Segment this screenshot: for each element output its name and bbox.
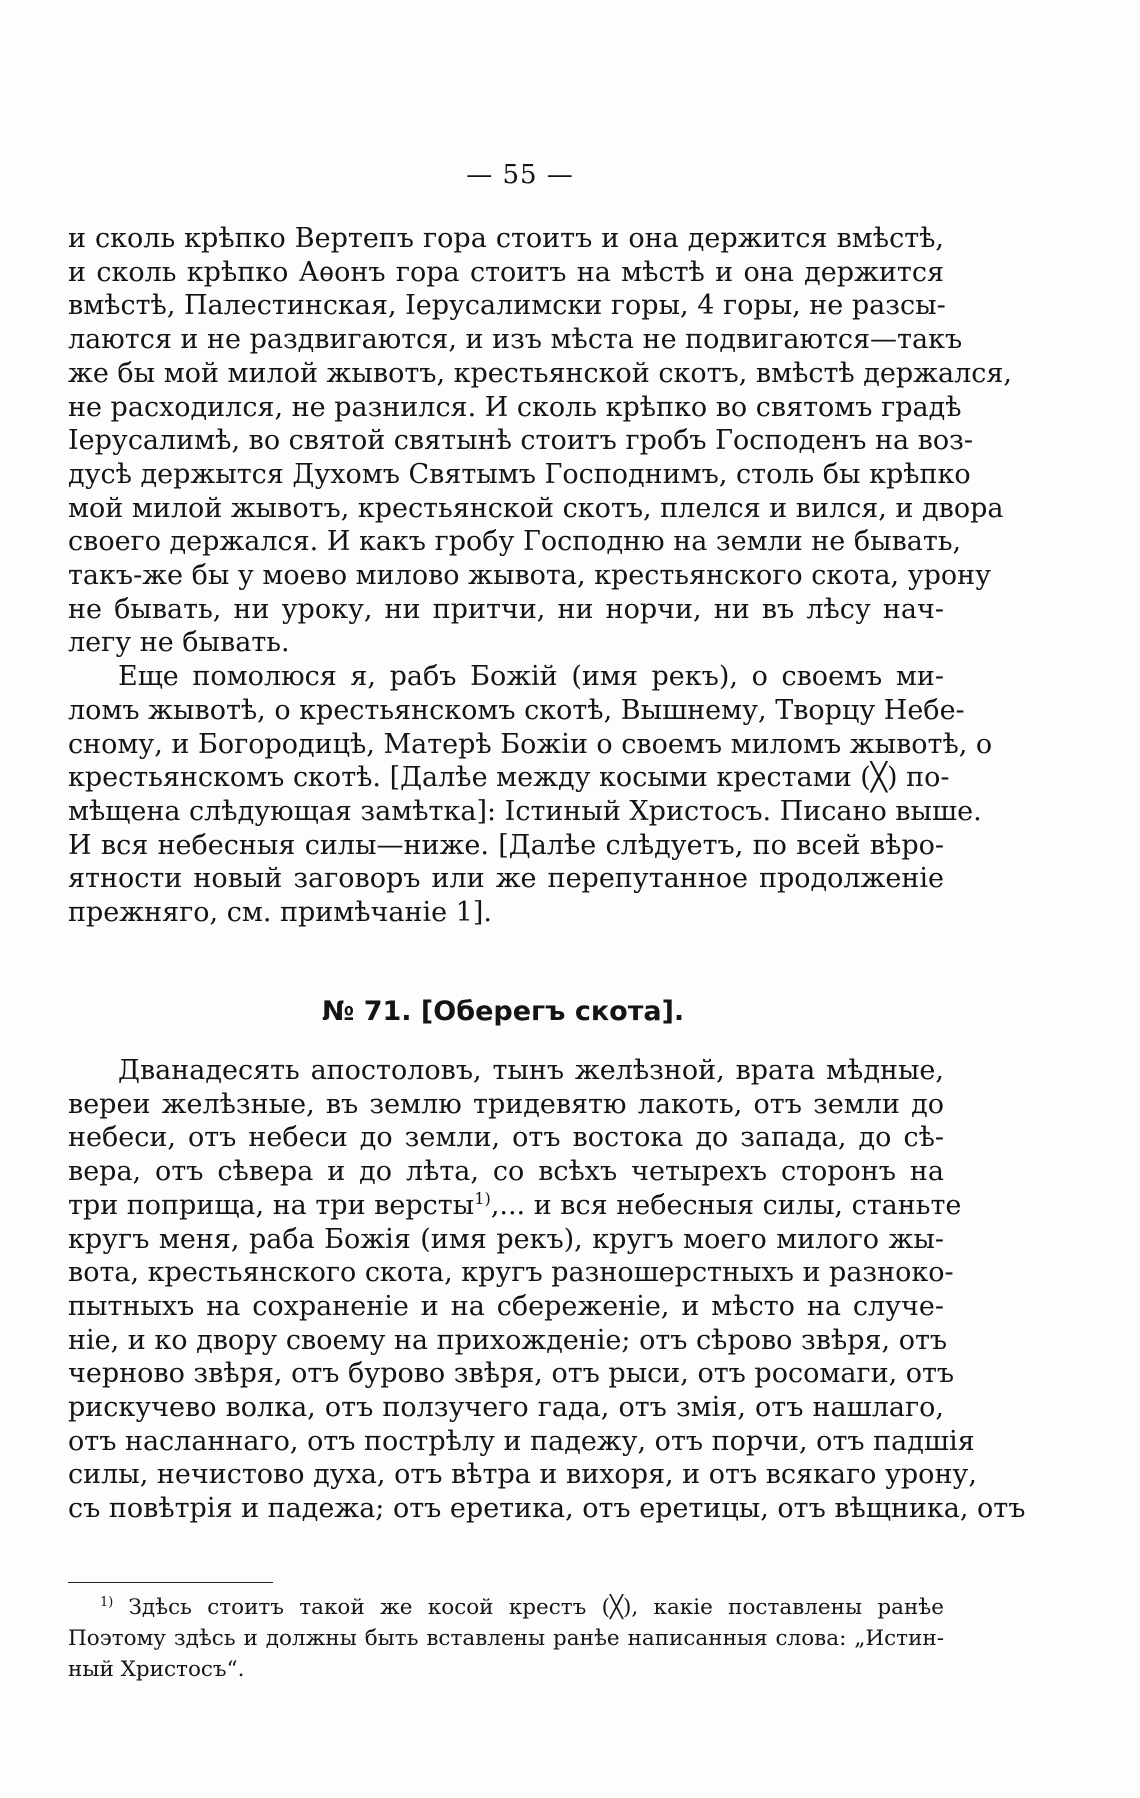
text-line: вмѣстѣ, Палестинская, Іерусалимски горы, 4 горы, не разсы- — [68, 290, 946, 322]
text-line: Еще помолюся я, рабъ Божій (имя рекъ), о своемъ ми- — [118, 661, 944, 693]
text-line: и сколь крѣпко Вертепъ гора стоитъ и она держится вмѣстѣ, — [68, 223, 944, 254]
text-line: лаются и не раздвигаются, и изъ мѣста не подвигаются—такъ — [68, 324, 963, 356]
text-line: черново звѣря, отъ бурово звѣря, отъ рыси, отъ росомаги, отъ — [68, 1358, 955, 1390]
text-line: отъ насланнаго, отъ пострѣлу и падежу, отъ порчи, отъ падшія — [68, 1425, 975, 1457]
text-line: кругъ меня, раба Божія (имя рекъ), кругъ моего милого жы- — [68, 1223, 944, 1255]
text-line: рискучево волка, отъ ползучего гада, отъ змія, отъ нашлаго, — [68, 1392, 944, 1424]
footnote-divider — [68, 1582, 273, 1583]
text-line: небеси, отъ небеси до земли, отъ востока до запада, до сѣ- — [68, 1122, 944, 1154]
text-segment: ,... и вся небесныя силы, станьте — [490, 1189, 962, 1221]
footnote-marker: 1) — [100, 1594, 114, 1610]
text-line: не расходился, не разнился. И сколь крѣпко во святомъ градѣ — [68, 391, 962, 423]
text-block-bottom — [68, 1054, 1026, 1526]
text-line: и сколь крѣпко Аѳонъ гора стоитъ на мѣстѣ и она держится — [68, 256, 944, 288]
text-line: своего держался. И какъ гробу Господню на земли не бывать, — [68, 526, 962, 558]
text-line: сному, и Богородицѣ, Матерѣ Божіи о своемъ миломъ жывотѣ, о — [68, 728, 993, 760]
text-line-with-footnote — [68, 1188, 962, 1223]
text-line: И вся небесныя силы—ниже. [Далѣе слѣдуетъ, по всей вѣро- — [68, 829, 944, 861]
section-heading: № 71. [Оберегъ скота]. — [321, 996, 685, 1027]
footnote-line: ный Христосъ“. — [68, 1657, 245, 1682]
text-line: ятности новый заговоръ или же перепутанное продолженіе — [68, 863, 944, 895]
footnote-reference[interactable]: 1) — [474, 1188, 491, 1208]
text-line: вереи желѣзные, въ землю тридевятю лакоть, отъ земли до — [68, 1088, 944, 1120]
page-number: — 55 — — [466, 160, 574, 190]
text-line: мой милой жывотъ, крестьянской скотъ, плелся и вился, и двора — [68, 492, 1004, 524]
text-line: Дванадесять апостоловъ, тынъ желѣзной, врата мѣдные, — [118, 1055, 944, 1086]
text-line: легу не бывать. — [68, 627, 290, 659]
text-line: ломъ жывотѣ, о крестьянскомъ скотѣ, Вышнему, Творцу Небе- — [68, 694, 965, 726]
text-block-top — [68, 222, 1013, 930]
text-line: силы, нечистово духа, отъ вѣтра и вихоря, и отъ всякаго урону, — [68, 1459, 977, 1491]
text-line: мѣщена слѣдующая замѣтка]: Істиный Христосъ. Писано выше. — [68, 795, 982, 827]
footnote-line: Поэтому здѣсь и должны быть вставлены ранѣе написанныя слова: „Истин- — [68, 1626, 944, 1651]
footnote — [68, 1592, 944, 1685]
text-line: крестьянскомъ скотѣ. [Далѣе между косыми крестами (╳) по- — [68, 762, 950, 794]
text-line: такъ-же бы у моево милово жывота, крестьянского скота, урону — [68, 560, 992, 592]
text-line: пытныхъ на сохраненіе и на сбереженіе, и мѣсто на случе- — [68, 1290, 944, 1322]
footnote-line — [68, 1592, 944, 1623]
text-segment: три поприща, на три версты — [68, 1189, 475, 1221]
text-line: съ повѣтрія и падежа; отъ еретика, отъ еретицы, отъ вѣщника, отъ — [68, 1493, 1026, 1525]
text-line: не бывать, ни уроку, ни притчи, ни норчи, ни въ лѣсу нач- — [68, 593, 944, 625]
text-line: же бы мой милой жывотъ, крестьянской скотъ, вмѣстѣ держался, — [68, 357, 1013, 389]
text-line: вера, отъ сѣвера и до лѣта, со всѣхъ четырехъ сторонъ на — [68, 1156, 944, 1188]
text-line: прежняго, см. примѣчаніе 1]. — [68, 897, 492, 929]
text-line: вота, крестьянского скота, кругъ разношерстныхъ и разноко- — [68, 1257, 954, 1289]
text-line: дусѣ держытся Духомъ Святымъ Господнимъ, столь бы крѣпко — [68, 458, 971, 490]
text-line: Іерусалимѣ, во святой святынѣ стоитъ гробъ Господенъ на воз- — [68, 425, 973, 457]
footnote-text: Здѣсь стоитъ такой же косой крестъ (╳), какіе поставлены ранѣе — [113, 1595, 944, 1620]
text-line: ніе, и ко двору своему на прихожденіе; отъ сѣрово звѣря, отъ — [68, 1324, 948, 1356]
